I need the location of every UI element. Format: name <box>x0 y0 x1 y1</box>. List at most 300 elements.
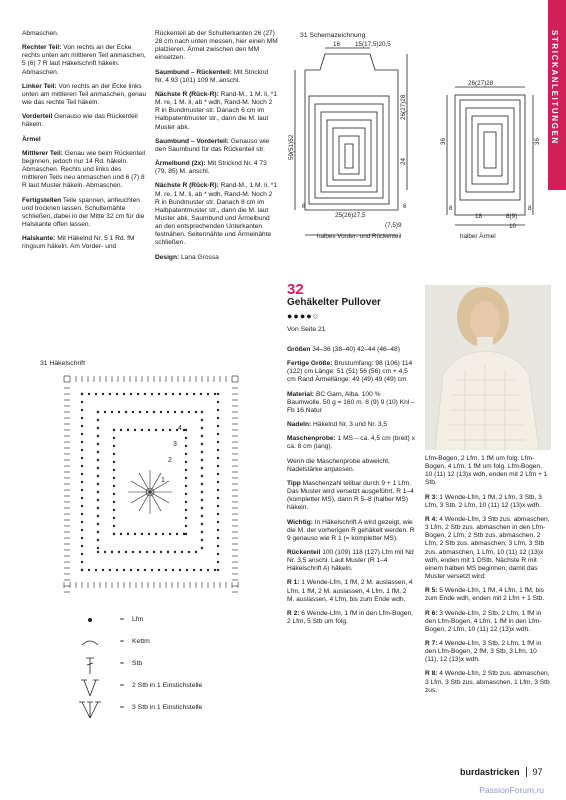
chart-stitch <box>97 499 99 501</box>
chart-stitch <box>217 465 219 467</box>
paragraph-heading: Vorderteil <box>22 113 53 121</box>
paragraph <box>155 182 278 247</box>
chart-stitch <box>179 393 181 395</box>
chart-stitch <box>81 529 83 531</box>
legend-row <box>70 656 290 678</box>
chart-stitch <box>109 569 111 571</box>
chart-stitch <box>217 401 219 403</box>
chart-stitch <box>134 429 136 431</box>
paragraph-text: Genauso wie den Saumbund für das Rückenteil str. <box>155 137 270 153</box>
chart-stitch <box>97 523 99 525</box>
chart-stitch <box>132 411 134 413</box>
paragraph-heading: Nächste R (Rück-R): <box>155 90 219 98</box>
chain-stitch-icon <box>70 612 110 632</box>
chart-stitch <box>120 429 122 431</box>
chart-stitch <box>113 445 115 447</box>
chart-stitch <box>195 411 197 413</box>
chart-stitch <box>185 485 187 487</box>
chart-stitch <box>137 569 139 571</box>
chart-stitch <box>193 569 195 571</box>
row-label-1: 1 <box>161 477 165 484</box>
body-squares <box>309 96 389 204</box>
chart-stitch <box>81 489 83 491</box>
chart-stitch <box>97 531 99 533</box>
schema-label: 26(27)28 <box>468 80 494 87</box>
paragraph <box>155 254 278 262</box>
chart-stitch <box>97 539 99 541</box>
paragraph-heading: Fertigstellen <box>22 196 62 204</box>
chart-stitch <box>200 393 202 395</box>
schema-label: 8 <box>528 205 532 212</box>
paragraph-text: Von rechts an der Ecke rechts unten am mittleren Teil anmaschen, 5 (6) 7 R laut Häkelschrift häkeln. Abmaschen. <box>22 44 146 76</box>
chart-stitch <box>109 393 111 395</box>
chart-stitch <box>113 437 115 439</box>
chart-stitch <box>217 409 219 411</box>
chart-stitch <box>162 429 164 431</box>
schema-label: 26(27)28 <box>400 94 407 120</box>
paragraph <box>287 435 415 451</box>
chart-stitch <box>169 429 171 431</box>
chart-stitch <box>81 425 83 427</box>
chart-stitch <box>188 551 190 553</box>
schema-label: 15(17,5)20,5 <box>355 41 391 48</box>
chart-stitch <box>81 441 83 443</box>
chart-stitch <box>97 483 99 485</box>
chart-stitch <box>217 481 219 483</box>
chart-stitch <box>127 533 129 535</box>
paragraph-text: 4 Wende-Lfm, 3 Stb zus. abmaschen, 3 Lfm, 2 Stb zus. abmaschen in den Lfm-Bogen, 2 Lfm, 2 Stb zus. abmaschen, 2 Lfm, 2 Stb zus. abmaschen, 3 Lfm, 3 Stb zus. abmaschen, 1 Lfm, 10 (11) 12 (13)x wdh, enden mit 1 DStb. Nächste R mit einem halben MS beginnen, damit das Muster versetzt wird: <box>425 515 550 581</box>
paragraph-heading: Linker Teil: <box>22 82 57 90</box>
chart-stitch <box>176 533 178 535</box>
double-crochet-icon <box>70 656 110 676</box>
body-outline <box>305 54 398 210</box>
legend-text: 2 Stb in 1 Einstichstelle <box>132 682 203 689</box>
paragraph <box>287 610 415 626</box>
paragraph-heading: Material: <box>287 390 315 398</box>
chart-stitch <box>185 477 187 479</box>
chart-stitch <box>97 459 99 461</box>
paragraph-heading: Maschenprobe: <box>287 435 336 443</box>
chart-stitch <box>207 393 209 395</box>
chart-stitch <box>172 393 174 395</box>
paragraph <box>287 360 415 384</box>
chart-stitch <box>217 521 219 523</box>
chart-stitch <box>217 537 219 539</box>
legend-eq: = <box>120 682 124 689</box>
chart-stitch <box>217 561 219 563</box>
row-label-2: 2 <box>168 457 172 464</box>
slip-stitch-icon <box>70 634 110 654</box>
chart-stitch <box>113 517 115 519</box>
chart-stitch <box>130 569 132 571</box>
paragraph-text: Mit Stricknd Nr. 4 93 (101) 109 M. anschl. <box>155 68 269 84</box>
paragraph <box>22 30 148 38</box>
paragraph-heading: Nadeln: <box>287 421 312 429</box>
paragraph-text: 1 Wende-Lfm, 1 fM, 2 M. auslassen, 4 Lfm, 1 fM, 2 M. auslassen, 4 Lfm, 1 fM, 2 M. auslassen, 4 Lfm, bis zum Ende wdh. <box>287 579 413 603</box>
paragraph <box>155 30 278 63</box>
chart-stitch <box>217 529 219 531</box>
chart-stitch <box>81 545 83 547</box>
chart-stitch <box>88 393 90 395</box>
paragraph-text: 100 (109) 118 (127) Lfm mit Nd Nr. 3,5 anschl. Laut Muster (R 1–4 Häkelschrift A) häkeln. <box>287 548 414 573</box>
paragraph-heading: Rechter Teil: <box>22 44 62 52</box>
chart-stitch <box>118 551 120 553</box>
chart-stitch <box>151 569 153 571</box>
chart-stitch <box>139 551 141 553</box>
chart-stitch <box>81 465 83 467</box>
chart-stitch <box>160 411 162 413</box>
chart-stitch <box>120 533 122 535</box>
text-column-2 <box>155 30 278 268</box>
chart-stitch <box>148 533 150 535</box>
paragraph-text: Genauso wie das Rückenteil häkeln. <box>22 113 138 129</box>
paragraph-heading: Ärmel <box>22 135 41 143</box>
chart-stitch <box>97 411 99 413</box>
chart-stitch <box>193 393 195 395</box>
chart-stitch <box>81 513 83 515</box>
paragraph <box>22 136 148 144</box>
paragraph-text: Genau wie beim Rückenteil beginnen, jedoch nur 14 Rd. häkeln. Abmaschen. Rechts und links des mittleren Teils neu anmaschen und 6 (7) 8 R laut Muster häkeln. Abmaschen. <box>22 149 146 190</box>
paragraph-text: Mit Häkelnd Nr. 5 1 Rd. fM ringsum häkeln. Am Vorder- und <box>22 235 135 251</box>
chart-stitch <box>185 517 187 519</box>
paragraph-text: Abmaschen. <box>22 30 59 37</box>
chart-stitch <box>201 531 203 533</box>
sleeve-schema <box>447 87 533 225</box>
chart-stitch <box>188 411 190 413</box>
chart-stitch <box>97 515 99 517</box>
paragraph-heading: Größen <box>287 346 311 353</box>
chart-stitch <box>127 429 129 431</box>
chart-stitch <box>153 411 155 413</box>
paragraph-text: Häkelnd Nr. 3 und Nr. 3,5 <box>311 421 388 429</box>
paragraph-heading: R 6: <box>425 609 438 617</box>
chart-stitch <box>130 393 132 395</box>
chart-stitch <box>185 469 187 471</box>
chart-stitch <box>167 411 169 413</box>
schema-label: 8 <box>449 205 453 212</box>
chart-stitch <box>195 551 197 553</box>
chart-stitch <box>217 457 219 459</box>
paragraph <box>287 579 415 603</box>
watermark: PassionForum.ru <box>479 785 544 795</box>
chart-stitch <box>81 505 83 507</box>
chart-stitch <box>97 475 99 477</box>
chart-stitch <box>201 539 203 541</box>
chart-stitch <box>97 451 99 453</box>
paragraph <box>287 458 415 474</box>
chart-stitch <box>207 569 209 571</box>
chart-stitch <box>153 551 155 553</box>
paragraph-text: 4 Wende-Lfm, 3 Stb, 2 Lfm, 1 fM in den Lfm-Bogen, 2 fM, 3 Stb, 3 Lfm, 10 (11), 12 (13)x wdh. <box>425 639 542 664</box>
paragraph-heading: R 1: <box>287 579 300 587</box>
paragraph <box>425 670 551 694</box>
chart-stitch <box>181 411 183 413</box>
paragraph-heading: Nächste R (Rück-R): <box>155 182 219 190</box>
model-photo <box>425 285 551 450</box>
paragraph-text: Maschenzahl teilbar durch 9 + 1 Lfm. Das Muster wird versetzt ausgeführt. R 1–4 (kompletter MS), dann R 5–8 (halber MS) häkeln. <box>287 479 414 512</box>
chart-stitch <box>165 569 167 571</box>
chart-stitch <box>113 477 115 479</box>
chart-stitch <box>81 409 83 411</box>
chart-stitch <box>81 553 83 555</box>
paragraph-text: Brustumfang: 98 (106) 114 (122) cm Länge: 51 (51) 56 (56) cm + 4,5 cm Rand Ärmellänge: 49 (49) 49 (49) cm <box>287 360 413 384</box>
chart-stitch <box>174 411 176 413</box>
chart-stitch <box>97 467 99 469</box>
chart-stitch <box>123 393 125 395</box>
schema-label: (7,5)9 <box>385 222 402 229</box>
paragraph-text: 6 Wende-Lfm, 1 fM in den Lfm-Bogen, 2 Lfm, 5 Stb um folg. <box>287 609 413 626</box>
schema-label: 6 <box>302 203 306 210</box>
paragraph <box>22 44 148 77</box>
chart-stitch <box>116 569 118 571</box>
paragraph-heading: Design: <box>155 253 180 261</box>
schema-label: 25(26)27,5 <box>335 212 366 219</box>
chart-stitch <box>158 569 160 571</box>
chart-stitch <box>185 525 187 527</box>
chart-stitch <box>134 533 136 535</box>
schema-label: 10 <box>509 223 517 230</box>
paragraph <box>425 640 551 664</box>
paragraph <box>155 160 278 176</box>
chart-stitch <box>201 523 203 525</box>
chart-stitch <box>158 393 160 395</box>
chart-stitch <box>181 551 183 553</box>
chart-stitch <box>81 457 83 459</box>
legend-row <box>70 678 290 700</box>
chart-stitch <box>185 445 187 447</box>
chart-stitch <box>113 469 115 471</box>
chart-stitch <box>81 537 83 539</box>
paragraph-heading: Halskante: <box>22 235 56 243</box>
chart-stitch <box>201 419 203 421</box>
chart-stitch <box>201 459 203 461</box>
chart-stitch <box>201 483 203 485</box>
chart-stitch <box>185 461 187 463</box>
paragraph-text: 5 Wende-Lfm, 1 fM, 4 Lfm, 1 fM, bis zum Ende wdh, enden mit 2 Lfm + 1 Stb. <box>425 587 545 603</box>
chart-stitch <box>97 547 99 549</box>
paragraph <box>425 587 551 603</box>
paragraph-text: 1 Wende-Lfm, 1 fM, 2 Lfm, 3 Stb, 3 Lfm, 3 Stb, 2 Lfm, 10 (11) 12 (13)x wdh. <box>425 493 542 509</box>
legend-text: 3 Stb in 1 Einstichstelle <box>132 704 203 711</box>
chart-stitch <box>88 569 90 571</box>
chart-stitch <box>97 419 99 421</box>
chart-stitch <box>81 473 83 475</box>
paragraph <box>287 391 415 415</box>
chart-stitch <box>201 475 203 477</box>
chart-stitch <box>201 435 203 437</box>
paragraph-heading: R 7: <box>425 639 438 647</box>
chart-stitch <box>81 497 83 499</box>
chart-stitch <box>144 393 146 395</box>
chart-stitch <box>111 551 113 553</box>
chart-stitch <box>201 507 203 509</box>
paragraph-heading: Tipp <box>287 479 301 487</box>
chart-stitch <box>217 473 219 475</box>
chart-stitch <box>185 437 187 439</box>
schema-caption: halber Ärmel <box>460 233 496 240</box>
page-number: 97 <box>526 767 543 777</box>
schema-caption: halbes Vorder- und Rückenteil <box>317 233 402 240</box>
chart-stitch <box>97 491 99 493</box>
legend-text: Lfm <box>132 616 144 623</box>
legend-row <box>70 612 290 634</box>
chart-stitch <box>151 393 153 395</box>
chart-stitch <box>81 417 83 419</box>
chart-stitch <box>217 569 219 571</box>
symbol-legend <box>70 612 290 722</box>
paragraph-heading: Saumbund – Vorderteil: <box>155 137 229 145</box>
paragraph <box>425 516 551 581</box>
pattern-number: 32 <box>287 281 304 298</box>
row-label-4: 4 <box>178 425 182 432</box>
legend-row <box>70 634 290 656</box>
chart-stitch <box>160 551 162 553</box>
paragraph <box>425 455 551 488</box>
chart-stitch <box>217 417 219 419</box>
chart-stitch <box>162 533 164 535</box>
paragraph-text: Mit Stricknd Nr. 4 73 (79, 85) M. anschl. <box>155 160 267 176</box>
chart-stitch <box>113 429 115 431</box>
sweater-illustration <box>425 285 551 450</box>
chart-stitch <box>125 411 127 413</box>
chart-stitch <box>201 427 203 429</box>
schema-label: 18 <box>475 213 483 220</box>
chart-stitch <box>125 551 127 553</box>
schema-label: 24 <box>400 157 407 165</box>
pattern-title: Gehäkelter Pullover <box>287 297 381 308</box>
chart-stitch <box>217 513 219 515</box>
crochet-chart-title: 31 Häkelschrift <box>40 360 85 367</box>
chart-stitch <box>132 551 134 553</box>
paragraph <box>425 494 551 510</box>
chart-stitch <box>104 551 106 553</box>
paragraph <box>287 421 415 429</box>
chart-stitch <box>172 569 174 571</box>
paragraph-heading: R 2: <box>287 609 300 617</box>
chart-stitch <box>81 393 83 395</box>
chart-stitch <box>113 525 115 527</box>
chart-stitch <box>81 569 83 571</box>
chart-stitch <box>113 509 115 511</box>
chart-symbols <box>64 376 238 592</box>
legend-text: Kettm <box>132 638 150 645</box>
chart-stitch <box>185 533 187 535</box>
paragraph <box>425 610 551 634</box>
chart-stitch <box>81 481 83 483</box>
paragraph-text: Rand-M., 1 M. li, *1 M. re, 1 M. li, ab * wdh, Rand-M. Noch 2 R in Bundmuster str. Danach 8 cm im Halbpatentmuster str., dann die M. laut Muster abk. Saumbund und Ärmelbund an den entsprechenden Unterkanten festnähen. Seitennähte und Ärmelnähte schließen. <box>155 182 278 247</box>
chart-stitch <box>104 411 106 413</box>
legend-text: Stb <box>132 660 143 667</box>
row-label-3: 3 <box>173 441 177 448</box>
chart-stitch <box>200 569 202 571</box>
chart-stitch <box>95 393 97 395</box>
paragraph <box>22 235 148 251</box>
chart-stitch <box>81 561 83 563</box>
chart-stitch <box>146 411 148 413</box>
chart-stitch <box>169 533 171 535</box>
chart-stitch <box>214 569 216 571</box>
section-tab-label: STRICKANLEITUNGEN <box>550 30 559 145</box>
magazine-brand: burdastricken <box>460 767 520 777</box>
paragraph-text: Von rechts an der Ecke links unten am mittleren Teil anmaschen, genau wie das rechte Teil häkeln. <box>22 82 147 107</box>
chart-stitch <box>111 411 113 413</box>
crochet-chart <box>60 372 245 597</box>
schema-label: 36 <box>440 137 447 145</box>
paragraph-text: Teile spannen, anfeuchten und trocknen lassen. Schulternähte schließen, dabei in der Mitte 32 cm für die Halskante offen lassen. <box>22 196 145 228</box>
chart-stitch <box>97 427 99 429</box>
chart-stitch <box>217 489 219 491</box>
paragraph-heading: Wichtig: <box>287 518 313 526</box>
legend-row <box>70 700 290 722</box>
schema-label: 8(9) <box>506 213 518 220</box>
chart-stitch <box>144 569 146 571</box>
chart-stitch <box>217 545 219 547</box>
paragraph-heading: Fertige Größe: <box>287 360 333 368</box>
chart-stitch <box>217 425 219 427</box>
paragraph-text: Rand-M., 1 M. li, *1 M. re, 1 M. li, ab * wdh, Rand-M. Noch 2 R in Bundmuster str. Danach 6 cm im Halbpatentmuster str., dann die M. laut Muster abk. <box>155 90 278 131</box>
chart-stitch <box>97 507 99 509</box>
chart-stitch <box>214 393 216 395</box>
chart-stitch <box>165 393 167 395</box>
chart-stitch <box>81 401 83 403</box>
chart-stitch <box>186 569 188 571</box>
paragraph-heading: Rückenteil <box>287 548 321 556</box>
paragraph <box>287 549 415 573</box>
chart-stitch <box>217 505 219 507</box>
paragraph-text: 4 Wende-Lfm, 2 Stb zus. abmaschen, 3 Lfm, 3 Stb zus. abmaschen, 1 Lfm, 3 Stb zus. <box>425 670 550 694</box>
chart-stitch <box>81 433 83 435</box>
chart-stitch <box>185 493 187 495</box>
paragraph <box>22 150 148 191</box>
chart-stitch <box>113 461 115 463</box>
legend-eq: = <box>120 704 124 711</box>
schema-label: 59(51)52 <box>288 134 295 160</box>
legend-eq: = <box>120 638 124 645</box>
schema-label: 6 <box>403 203 407 210</box>
legend-eq: = <box>120 660 124 667</box>
legend-eq: = <box>120 616 124 623</box>
paragraph <box>155 69 278 85</box>
paragraph-text: 1 MS – ca. 4,5 cm (breit) x ca. 8 cm (lang). <box>287 435 415 451</box>
chart-stitch <box>141 429 143 431</box>
body-schema <box>295 48 407 235</box>
chart-stitch <box>217 441 219 443</box>
paragraph-text: In Häkelschrift A wird gezeigt, wie die M. der vorherigen R gehäkelt werden. R 9 genauso wie R 1 (= kompletter MS). <box>287 518 415 542</box>
text-column-4 <box>425 455 551 701</box>
chart-stitch <box>185 509 187 511</box>
chart-stitch <box>155 429 157 431</box>
chart-stitch <box>217 497 219 499</box>
chart-stitch <box>116 393 118 395</box>
section-tab <box>548 0 566 190</box>
chart-stitch <box>113 533 115 535</box>
chart-stitch <box>81 521 83 523</box>
paragraph-text: 3 Wende-Lfm, 2 Stb, 2 Lfm, 1 fM in den Lfm-Bogen, 4 Lfm, 1 fM in den Lfm-Bogen, 2 Lfm, 10 (11) 12 (13)x wdh. <box>425 609 542 633</box>
paragraph-heading: Ärmelbund (2x): <box>155 160 206 168</box>
paragraph <box>287 480 415 513</box>
chart-stitch <box>102 569 104 571</box>
chart-stitch <box>148 429 150 431</box>
paragraph <box>22 113 148 129</box>
paragraph-heading: R 3: <box>425 493 438 501</box>
paragraph <box>287 519 415 543</box>
chart-stitch <box>201 467 203 469</box>
schema-label: 36 <box>534 137 541 145</box>
chart-stitch <box>97 551 99 553</box>
chart-stitch <box>97 435 99 437</box>
three-dc-icon <box>70 700 110 720</box>
paragraph <box>155 91 278 132</box>
